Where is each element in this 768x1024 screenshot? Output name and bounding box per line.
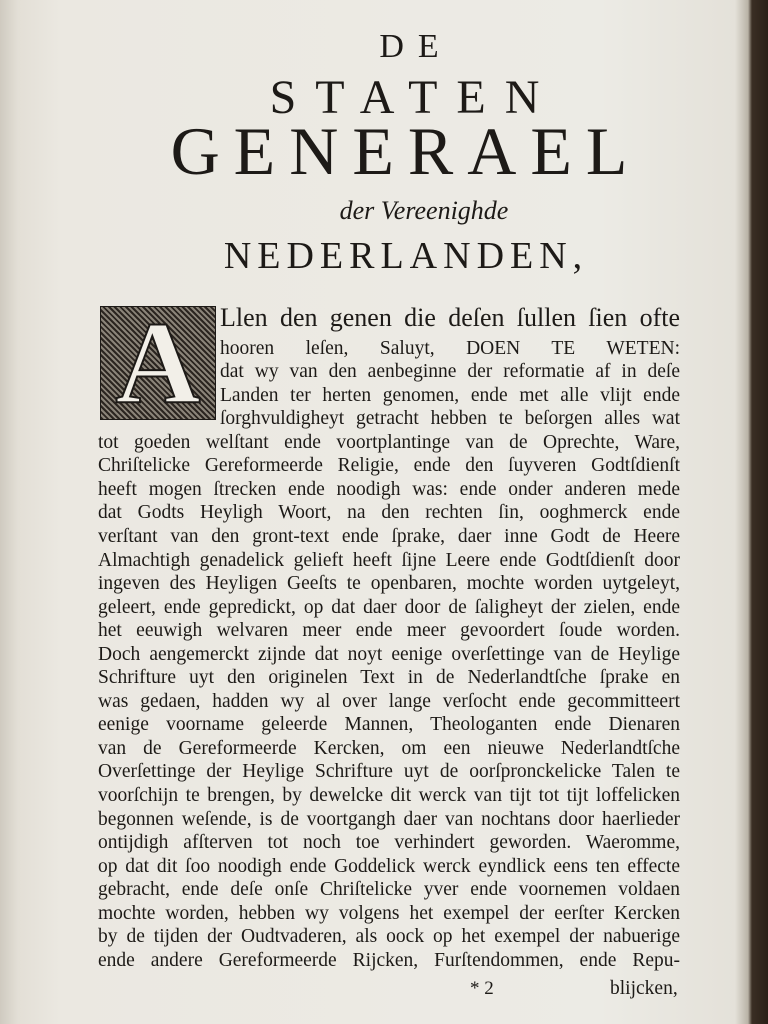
text-line: begonnen weſende, is de voortgangh daer van nochtans door haerlieder bbox=[98, 808, 680, 830]
text-line: hooren leſen, Saluyt, DOEN TE WETEN: bbox=[220, 337, 680, 359]
title-der-vereenighde: der Vereenighde bbox=[339, 196, 509, 225]
text-line: het eeuwigh welvaren meer ende meer gevoordert ſoude worden. bbox=[98, 620, 680, 642]
text-line: Overſettinge der Heylige Schrifture uyt de oorſpronckelicke Talen te bbox=[98, 761, 680, 783]
text-line: Chriſtelicke Gereformeerde Religie, ende den ſuyveren Godtſdienſt bbox=[98, 455, 680, 477]
text-line: was gedaen, hadden wy al over lange verſocht ende gecommitteert bbox=[98, 690, 680, 712]
initial-letter: A bbox=[115, 297, 201, 428]
text-line: mochte worden, hebben wy volgens het exempel der eerſter Kercken bbox=[98, 902, 680, 924]
text-line: van de Gereformeerde Kercken, om een nieuwe Nederlandtſche bbox=[98, 737, 680, 759]
catchword: blijcken, bbox=[610, 978, 678, 999]
text-line: heeft mogen ſtrecken ende noodigh was: ende onder anderen mede bbox=[98, 478, 680, 500]
text-line: by de tijden der Oudtvaderen, als oock op het exempel der nabuerige bbox=[98, 926, 680, 948]
text-line: ontijdigh afſterven tot noch toe verhindert geworden. Waeromme, bbox=[98, 832, 680, 854]
text-line: op dat dit ſoo noodigh ende Goddelick werck eyndlick eens ten effecte bbox=[98, 855, 680, 877]
title-staten: STATEN bbox=[269, 71, 559, 124]
text-line: ſorghvuldigheyt getracht hebben te beſorgen alles wat bbox=[220, 408, 680, 430]
title-de: DE bbox=[379, 28, 453, 65]
text-line: Almachtigh genadelick gelieft heeft ſijne Leere ende Godtſdienſt door bbox=[98, 549, 680, 571]
signature-mark: * 2 bbox=[470, 978, 494, 999]
text-line: Llen den genen die deſen ſullen ſien ofte bbox=[220, 303, 680, 332]
ornamental-initial bbox=[100, 297, 216, 428]
text-line: Landen ter herten genomen, ende met alle vlijt ende bbox=[220, 384, 680, 406]
title-nederlanden: NEDERLANDEN, bbox=[223, 235, 589, 277]
text-line: ende andere Gereformeerde Rijcken, Furſtendommen, ende Repu- bbox=[98, 949, 680, 971]
text-line: verſtant van den gront-text ende ſprake, daer inne Godt de Heere bbox=[98, 525, 680, 547]
text-line: Schrifture uyt den originelen Text in de Nederlandtſche ſprake en bbox=[98, 667, 680, 689]
text-line: dat wy van den aenbeginne der reformatie af in deſe bbox=[220, 361, 680, 383]
title-generael: GENERAEL bbox=[170, 113, 642, 189]
text-line: gebracht, ende deſe onſe Chriſtelicke yver ende voornemen voldaen bbox=[98, 879, 680, 901]
text-line: voorſchijn te brengen, by dewelcke dit werck van tijt tot tijt loffelicken bbox=[98, 785, 680, 806]
text-line: Doch aengemerckt zijnde dat noyt eenige overſettinge van de Heylige bbox=[98, 643, 680, 665]
text-line: dat Godts Heyligh Woort, na den rechten ſin, ooghmerck ende bbox=[98, 502, 680, 524]
text-line: tot goeden welſtant ende voortplantinge van de Oprechte, Ware, bbox=[98, 431, 680, 453]
text-line: eenige voorname geleerde Mannen, Theologanten ende Dienaren bbox=[98, 714, 680, 736]
text-line: ingeven des Heyligen Geeſts te openbaren, mochte worden uytgeleyt, bbox=[98, 573, 680, 595]
text-line: geleert, ende gepredickt, op dat daer door de ſaligheyt der zielen, ende bbox=[98, 596, 680, 618]
